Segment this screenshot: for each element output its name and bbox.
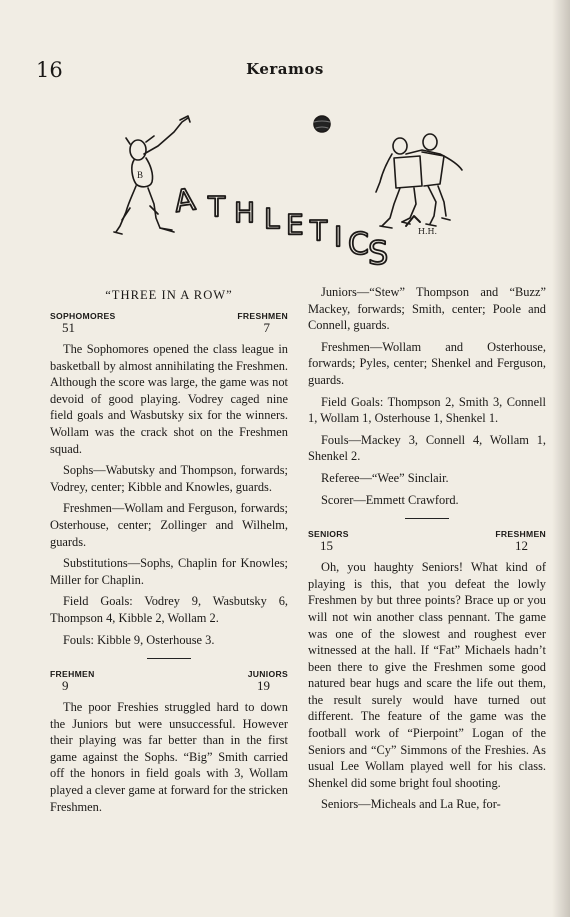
section-divider [405, 518, 449, 519]
score-header [50, 311, 288, 321]
score-values [50, 679, 288, 693]
lineup-paragraph: Sophs—Wabutsky and Thompson, forwards; Vodrey, center; Kibble and Knowles, guards. [50, 463, 288, 494]
right-players-figure [376, 134, 462, 228]
page-edge-shadow [552, 0, 570, 917]
lineup-paragraph: Freshmen—Wollam and Ferguson, forwards; Osterhouse, center; Zollinger and Wilhelm, guards. [50, 501, 288, 549]
artist-signature: H.H. [418, 227, 438, 236]
team-a-score: 51 [62, 320, 75, 335]
svg-text:A: A [172, 182, 198, 220]
svg-text:L: L [264, 202, 280, 235]
article-title: “THREE IN A ROW” [105, 288, 233, 302]
team-b-score: 12 [515, 538, 528, 554]
lineup-paragraph: Juniors—“Stew” Thompson and “Buzz” Mackey, forwards; Smith, center; Poole and Connell, guards. [308, 285, 546, 333]
svg-text:E: E [286, 208, 304, 241]
fouls-paragraph: Fouls: Kibble 9, Osterhouse 3. [63, 632, 215, 647]
substitutions-paragraph: Substitutions—Sophs, Chaplin for Knowles; Miller for Chaplin. [50, 556, 288, 587]
score-values [308, 539, 546, 553]
team-a-score: 15 [320, 538, 333, 554]
team-b-score: 7 [263, 320, 270, 335]
svg-text:H: H [234, 196, 256, 229]
right-column [308, 284, 546, 813]
team-a-score: 9 [62, 678, 69, 694]
game-report-paragraph: The Sophomores opened the class league in basketball by almost annihilating the Freshmen. Although the score was large, the game was not devoid of good playing. Vodrey caged nine field goals and Wasbutsky six for the winners. Wollam was the crack shot on the Freshmen squad. [50, 342, 288, 456]
scorer-paragraph: Scorer—Emmett Crawford. [321, 492, 459, 507]
team-a-name: SOPHOMORES [50, 311, 116, 321]
svg-text:C: C [348, 227, 369, 262]
team-b-score: 19 [257, 678, 270, 694]
athletics-lettering [172, 182, 388, 272]
fouls-paragraph: Fouls—Mackey 3, Connell 4, Wollam 1, Shenkel 2. [308, 432, 546, 464]
team-b-name: JUNIORS [247, 669, 288, 680]
team-b-name: FRESHMEN [495, 529, 546, 540]
ball-icon [314, 116, 330, 132]
score-header [50, 669, 288, 679]
team-a-name: FREHMEN [50, 669, 95, 680]
page-number: 16 [36, 58, 63, 82]
running-title: Keramos [246, 60, 324, 78]
team-b-name: FRESHMEN [237, 311, 288, 321]
referee-paragraph: Referee—“Wee” Sinclair. [321, 470, 449, 485]
svg-text:S: S [368, 234, 389, 272]
svg-text:T: T [208, 190, 226, 223]
left-column [50, 284, 288, 815]
game-report-paragraph: The poor Freshies struggled hard to down the Juniors but were unsuccessful. However their playing was far better than in the first game against the Sophs. “Big” Smith carried off the honors in field goals with 3, Wollam played a clever game at forward for the stricken Freshmen. [50, 700, 288, 814]
team-a-name: SENIORS [308, 529, 349, 540]
athletics-heading-illustration [110, 108, 490, 278]
score-values [50, 321, 288, 335]
lineup-paragraph: Freshmen—Wollam and Osterhouse, forwards; Pyles, center; Shenkel and Ferguson, guards. [308, 339, 546, 387]
svg-text:T: T [310, 214, 328, 247]
field-goals-paragraph: Field Goals: Vodrey 9, Wasbutsky 6, Thompson 4, Kibble 2, Wollam 2. [50, 594, 288, 625]
svg-text:I: I [334, 220, 343, 253]
svg-text:B: B [137, 170, 144, 180]
score-header [308, 529, 546, 539]
lineup-paragraph: Seniors—Micheals and La Rue, for- [321, 797, 501, 812]
section-divider [147, 658, 191, 659]
game-report-paragraph: Oh, you haughty Seniors! What kind of playing is this, that you defeat the lowly Freshmen by but three points? Brace up or you will not win another class pennant. The game was one of the slowest and roughest ever witnessed at the hall. If “Fat” Michaels hadn’t been there to give the Freshmen some good natured bear hugs and scare the life out them, the result surely would have turned out different. The feature of the game was the football work of “Pierpoint” Logan of the Seniors and “Cy” Simmons of the Freshies. As usual Lee Wollam played well for his class. Shenkel did some bright foul shooting. [308, 560, 546, 790]
field-goals-paragraph: Field Goals: Thompson 2, Smith 3, Connell 1, Wollam 1, Osterhouse 1, Shenkel 1. [308, 394, 546, 426]
